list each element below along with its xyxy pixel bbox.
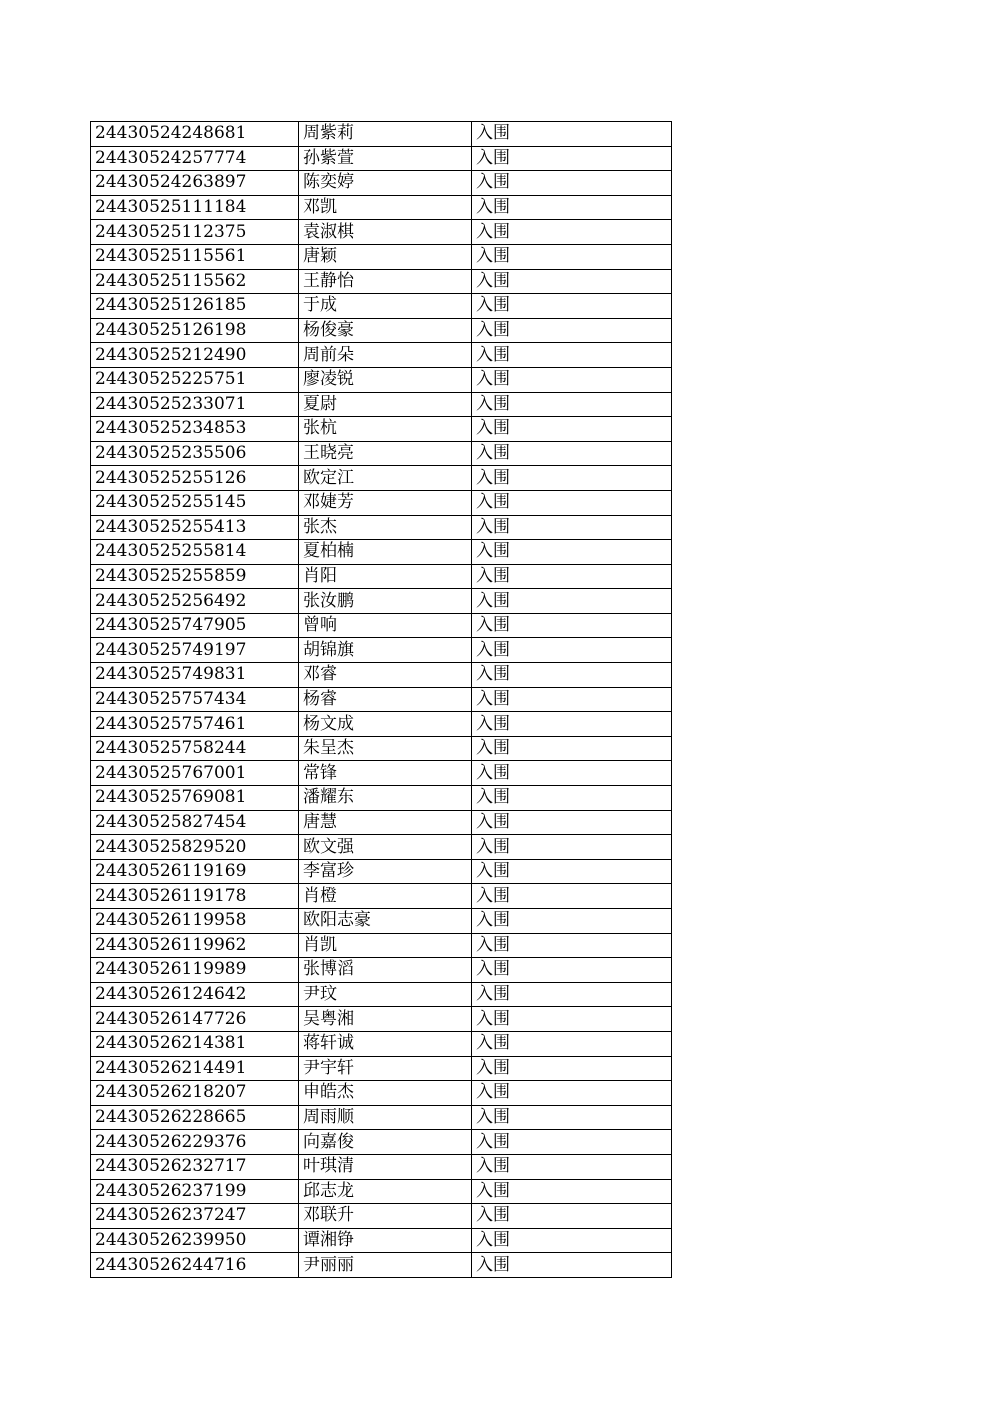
candidate-id-cell: 24430526119178 <box>91 884 299 909</box>
table-row <box>91 1031 672 1056</box>
candidate-id-cell: 24430525255413 <box>91 515 299 540</box>
table-row <box>91 663 672 688</box>
status-cell: 入围 <box>472 392 672 417</box>
status-cell: 入围 <box>472 1056 672 1081</box>
table-row <box>91 515 672 540</box>
table-row <box>91 146 672 171</box>
table-row <box>91 958 672 983</box>
candidate-id-cell: 24430525827454 <box>91 810 299 835</box>
candidate-name-cell: 张杭 <box>299 417 472 442</box>
candidate-id-cell: 24430525234853 <box>91 417 299 442</box>
candidate-id-cell: 24430526239950 <box>91 1228 299 1253</box>
candidate-name-cell: 曾响 <box>299 613 472 638</box>
candidate-id-cell: 24430525212490 <box>91 343 299 368</box>
status-cell: 入围 <box>472 515 672 540</box>
status-cell: 入围 <box>472 294 672 319</box>
candidate-name-cell: 杨俊豪 <box>299 318 472 343</box>
status-cell: 入围 <box>472 712 672 737</box>
candidate-name-cell: 欧定江 <box>299 466 472 491</box>
candidate-name-cell: 蒋轩诚 <box>299 1031 472 1056</box>
candidate-name-cell: 邓联升 <box>299 1204 472 1229</box>
candidate-id-cell: 24430526214491 <box>91 1056 299 1081</box>
candidate-name-cell: 肖阳 <box>299 564 472 589</box>
candidate-name-cell: 王晓亮 <box>299 441 472 466</box>
table-row <box>91 687 672 712</box>
status-cell: 入围 <box>472 441 672 466</box>
candidate-name-cell: 吴粤湘 <box>299 1007 472 1032</box>
status-cell: 入围 <box>472 171 672 196</box>
status-cell: 入围 <box>472 1130 672 1155</box>
status-cell: 入围 <box>472 1031 672 1056</box>
table-row <box>91 982 672 1007</box>
table-row <box>91 294 672 319</box>
candidate-name-cell: 尹丽丽 <box>299 1253 472 1278</box>
candidate-id-cell: 24430526119958 <box>91 909 299 934</box>
candidate-name-cell: 谭湘铮 <box>299 1228 472 1253</box>
candidate-name-cell: 王静怡 <box>299 269 472 294</box>
candidate-name-cell: 夏柏楠 <box>299 540 472 565</box>
candidate-name-cell: 陈奕婷 <box>299 171 472 196</box>
table-row <box>91 884 672 909</box>
status-cell: 入围 <box>472 909 672 934</box>
status-cell: 入围 <box>472 638 672 663</box>
status-cell: 入围 <box>472 343 672 368</box>
candidate-id-cell: 24430526119962 <box>91 933 299 958</box>
candidate-id-cell: 24430525225751 <box>91 367 299 392</box>
candidate-name-cell: 肖凯 <box>299 933 472 958</box>
candidate-id-cell: 24430526228665 <box>91 1105 299 1130</box>
table-row <box>91 638 672 663</box>
candidate-name-cell: 尹宇轩 <box>299 1056 472 1081</box>
table-row <box>91 909 672 934</box>
candidate-name-cell: 张杰 <box>299 515 472 540</box>
candidate-id-cell: 24430525126185 <box>91 294 299 319</box>
table-row <box>91 318 672 343</box>
status-cell: 入围 <box>472 122 672 147</box>
table-row <box>91 1105 672 1130</box>
table-row <box>91 761 672 786</box>
candidate-id-cell: 24430526124642 <box>91 982 299 1007</box>
status-cell: 入围 <box>472 244 672 269</box>
candidate-name-cell: 夏尉 <box>299 392 472 417</box>
candidate-name-cell: 邱志龙 <box>299 1179 472 1204</box>
status-cell: 入围 <box>472 1105 672 1130</box>
candidate-name-cell: 叶琪清 <box>299 1154 472 1179</box>
candidate-name-cell: 周雨顺 <box>299 1105 472 1130</box>
candidate-name-cell: 唐颖 <box>299 244 472 269</box>
table-row <box>91 343 672 368</box>
status-cell: 入围 <box>472 663 672 688</box>
status-cell: 入围 <box>472 367 672 392</box>
status-cell: 入围 <box>472 958 672 983</box>
status-cell: 入围 <box>472 859 672 884</box>
candidate-name-cell: 张汝鹏 <box>299 589 472 614</box>
table-row <box>91 417 672 442</box>
candidate-id-cell: 24430526237199 <box>91 1179 299 1204</box>
table-row <box>91 1081 672 1106</box>
candidate-name-cell: 邓凯 <box>299 195 472 220</box>
table-row <box>91 810 672 835</box>
status-cell: 入围 <box>472 982 672 1007</box>
candidate-id-cell: 24430526237247 <box>91 1204 299 1229</box>
candidate-name-cell: 张博滔 <box>299 958 472 983</box>
candidate-name-cell: 廖凌锐 <box>299 367 472 392</box>
candidate-id-cell: 24430526218207 <box>91 1081 299 1106</box>
table-row <box>91 564 672 589</box>
candidate-name-cell: 潘耀东 <box>299 786 472 811</box>
status-cell: 入围 <box>472 589 672 614</box>
status-cell: 入围 <box>472 318 672 343</box>
table-row <box>91 712 672 737</box>
candidate-id-cell: 24430524263897 <box>91 171 299 196</box>
table-row <box>91 244 672 269</box>
candidate-name-cell: 邓睿 <box>299 663 472 688</box>
status-cell: 入围 <box>472 146 672 171</box>
candidate-id-cell: 24430525255126 <box>91 466 299 491</box>
table-row <box>91 1204 672 1229</box>
candidate-name-cell: 邓婕芳 <box>299 490 472 515</box>
candidate-id-cell: 24430525747905 <box>91 613 299 638</box>
table-row <box>91 441 672 466</box>
candidate-name-cell: 李富珍 <box>299 859 472 884</box>
table-row <box>91 122 672 147</box>
candidate-id-cell: 24430526244716 <box>91 1253 299 1278</box>
results-table <box>90 121 672 1278</box>
candidate-id-cell: 24430524248681 <box>91 122 299 147</box>
status-cell: 入围 <box>472 786 672 811</box>
candidate-name-cell: 欧文强 <box>299 835 472 860</box>
table-row <box>91 1253 672 1278</box>
status-cell: 入围 <box>472 933 672 958</box>
candidate-id-cell: 24430525112375 <box>91 220 299 245</box>
status-cell: 入围 <box>472 1179 672 1204</box>
candidate-name-cell: 向嘉俊 <box>299 1130 472 1155</box>
status-cell: 入围 <box>472 220 672 245</box>
candidate-id-cell: 24430526119169 <box>91 859 299 884</box>
candidate-id-cell: 24430525111184 <box>91 195 299 220</box>
candidate-id-cell: 24430525767001 <box>91 761 299 786</box>
candidate-id-cell: 24430525255859 <box>91 564 299 589</box>
status-cell: 入围 <box>472 466 672 491</box>
candidate-id-cell: 24430526232717 <box>91 1154 299 1179</box>
candidate-id-cell: 24430525749197 <box>91 638 299 663</box>
candidate-id-cell: 24430525256492 <box>91 589 299 614</box>
table-row <box>91 171 672 196</box>
status-cell: 入围 <box>472 1154 672 1179</box>
candidate-name-cell: 肖橙 <box>299 884 472 909</box>
candidate-name-cell: 胡锦旗 <box>299 638 472 663</box>
candidate-name-cell: 唐慧 <box>299 810 472 835</box>
candidate-id-cell: 24430526214381 <box>91 1031 299 1056</box>
status-cell: 入围 <box>472 761 672 786</box>
candidate-id-cell: 24430526147726 <box>91 1007 299 1032</box>
candidate-id-cell: 24430525255814 <box>91 540 299 565</box>
status-cell: 入围 <box>472 417 672 442</box>
candidate-id-cell: 24430525757461 <box>91 712 299 737</box>
candidate-name-cell: 周前朵 <box>299 343 472 368</box>
candidate-name-cell: 申皓杰 <box>299 1081 472 1106</box>
table-row <box>91 786 672 811</box>
candidate-name-cell: 杨睿 <box>299 687 472 712</box>
table-row <box>91 835 672 860</box>
status-cell: 入围 <box>472 736 672 761</box>
status-cell: 入围 <box>472 1007 672 1032</box>
table-row <box>91 859 672 884</box>
table-row <box>91 613 672 638</box>
table-row <box>91 540 672 565</box>
status-cell: 入围 <box>472 613 672 638</box>
status-cell: 入围 <box>472 884 672 909</box>
status-cell: 入围 <box>472 1253 672 1278</box>
status-cell: 入围 <box>472 540 672 565</box>
candidate-id-cell: 24430525233071 <box>91 392 299 417</box>
status-cell: 入围 <box>472 835 672 860</box>
table-row <box>91 392 672 417</box>
candidate-id-cell: 24430525115562 <box>91 269 299 294</box>
table-row <box>91 367 672 392</box>
candidate-name-cell: 朱呈杰 <box>299 736 472 761</box>
table-row <box>91 589 672 614</box>
table-row <box>91 1056 672 1081</box>
candidate-name-cell: 周紫莉 <box>299 122 472 147</box>
table-row <box>91 1228 672 1253</box>
candidate-id-cell: 24430525769081 <box>91 786 299 811</box>
table-row <box>91 1007 672 1032</box>
candidate-name-cell: 常锋 <box>299 761 472 786</box>
table-row <box>91 466 672 491</box>
candidate-id-cell: 24430525115561 <box>91 244 299 269</box>
candidate-id-cell: 24430525758244 <box>91 736 299 761</box>
table-row <box>91 1154 672 1179</box>
table-row <box>91 736 672 761</box>
status-cell: 入围 <box>472 564 672 589</box>
results-table-body <box>91 122 672 1278</box>
table-row <box>91 933 672 958</box>
table-row <box>91 1179 672 1204</box>
status-cell: 入围 <box>472 1204 672 1229</box>
candidate-id-cell: 24430525235506 <box>91 441 299 466</box>
status-cell: 入围 <box>472 1081 672 1106</box>
table-row <box>91 490 672 515</box>
candidate-name-cell: 孙紫萱 <box>299 146 472 171</box>
candidate-id-cell: 24430525757434 <box>91 687 299 712</box>
candidate-id-cell: 24430524257774 <box>91 146 299 171</box>
status-cell: 入围 <box>472 810 672 835</box>
candidate-id-cell: 24430525829520 <box>91 835 299 860</box>
candidate-id-cell: 24430525126198 <box>91 318 299 343</box>
status-cell: 入围 <box>472 269 672 294</box>
candidate-id-cell: 24430525749831 <box>91 663 299 688</box>
candidate-name-cell: 袁淑棋 <box>299 220 472 245</box>
candidate-name-cell: 杨文成 <box>299 712 472 737</box>
table-row <box>91 1130 672 1155</box>
candidate-id-cell: 24430526229376 <box>91 1130 299 1155</box>
table-row <box>91 220 672 245</box>
table-row <box>91 195 672 220</box>
status-cell: 入围 <box>472 687 672 712</box>
candidate-name-cell: 欧阳志豪 <box>299 909 472 934</box>
candidate-name-cell: 尹玟 <box>299 982 472 1007</box>
table-row <box>91 269 672 294</box>
candidate-id-cell: 24430525255145 <box>91 490 299 515</box>
candidate-id-cell: 24430526119989 <box>91 958 299 983</box>
status-cell: 入围 <box>472 195 672 220</box>
status-cell: 入围 <box>472 490 672 515</box>
candidate-name-cell: 于成 <box>299 294 472 319</box>
status-cell: 入围 <box>472 1228 672 1253</box>
